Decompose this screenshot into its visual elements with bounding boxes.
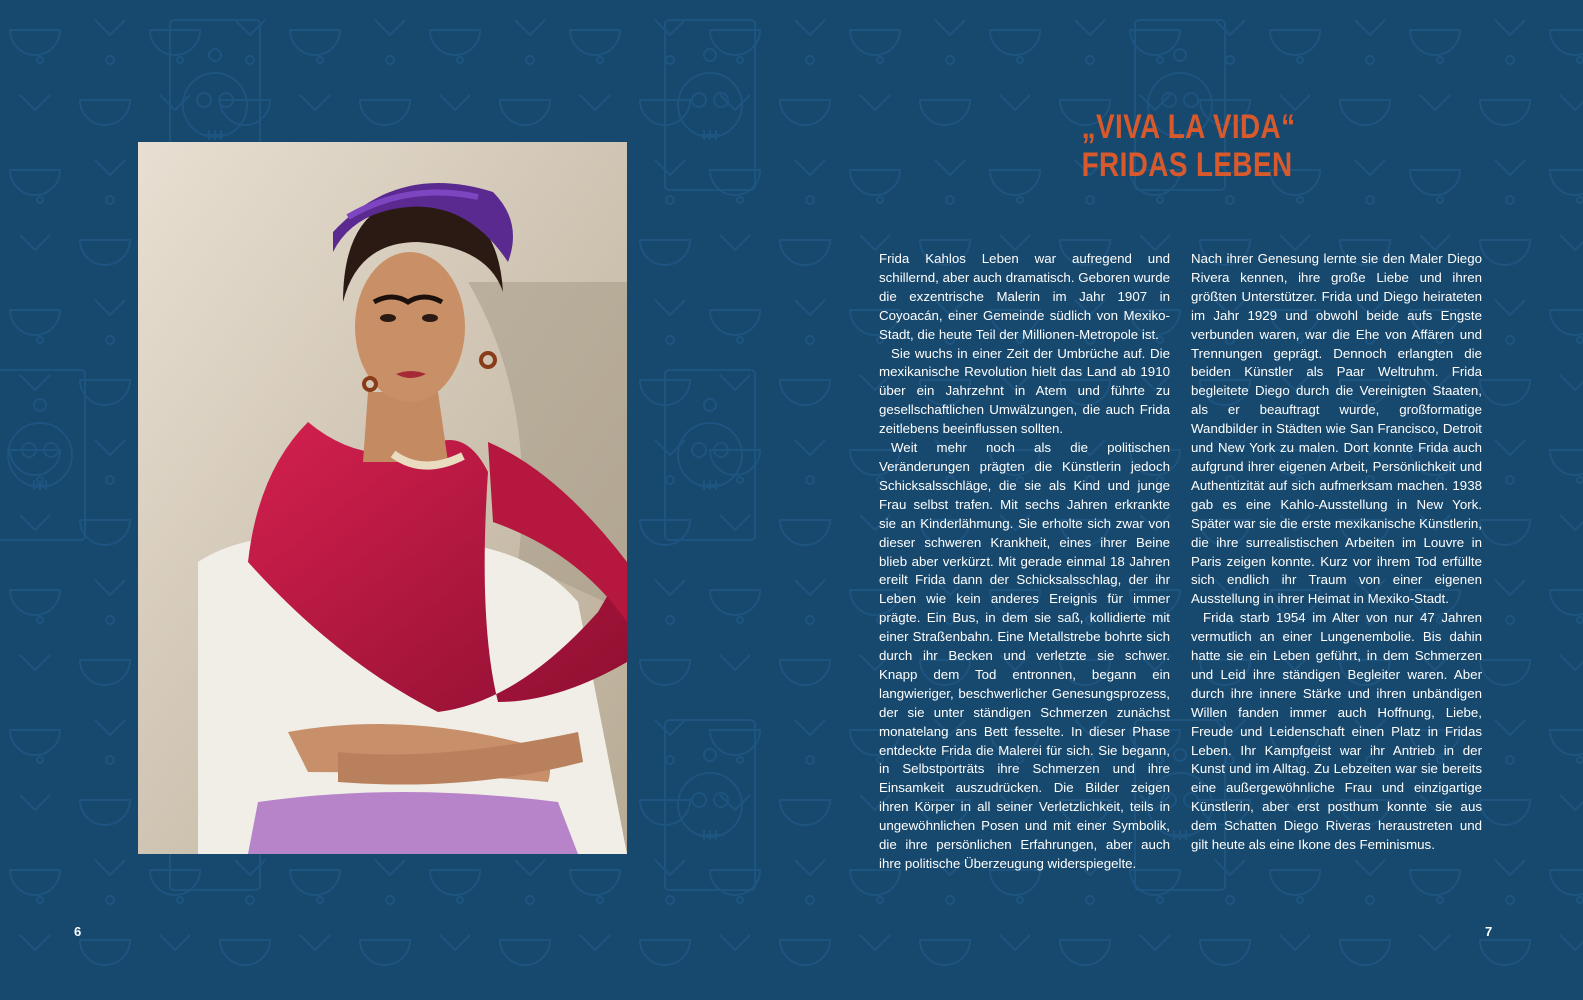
text-column-2: [1191, 250, 1482, 855]
portrait-illustration: [138, 142, 627, 854]
paragraph: Frida starb 1954 im Alter von nur 47 Jahren vermutlich an einer Lungenembolie. Bis dahin hatte sie ein Leben geführt, in dem Schmerzen und Leid ihre ständigen Begleiter waren. Aber durch ihre innere Stärke und ihren unbändigen Willen fanden immer auch Hoffnung, Liebe, Freude und Leidenschaft einen Platz in Fridas Leben. Ihr Kampfgeist war ihr Antrieb in der Kunst und im Alltag. Zu Lebzeiten war sie bereits eine außergewöhnliche Frau und einzigartige Künstlerin, aber erst posthum konnte sie aus dem Schatten Diego Riveras heraustreten und gilt heute als eine Ikone des Feminismus.: [1191, 610, 1482, 853]
portrait-photo: [138, 142, 627, 854]
page-number-right: 7: [1485, 924, 1493, 939]
title-line-1: „VIVA LA VIDA“: [1081, 108, 1296, 146]
paragraph: Weit mehr noch als die politischen Veränderungen prägten die Künstlerin jedoch Schicksalsschläge, die sie als Kind und junge Frau selbst trafen. Mit sechs Jahren erkrankte sie an Kinderlähmung. Sie erholte sich zwar von dieser schweren Krankheit, eines ihrer Beine blieb aber verkürzt. Mit gerade einmal 18 Jahren ereilt Frida dann der Schicksalsschlag, der ihr Leben wie kein anderes Ereignis für immer prägte. Ein Bus, in dem sie saß, kollidierte mit einer Straßenbahn. Eine Metallstrebe bohrte sich durch ihr Becken und verletzte sie schwer. Knapp dem Tod entronnen, begann ein langwieriger, beschwerlicher Genesungsprozess, der sie unter ständigen Schmerzen zunächst monatelang ans Bett fesselte. In dieser Phase entdeckte Frida die Malerei für sich. Sie begann, in Selbstporträts ihre Schmerzen und ihre Einsamkeit auszudrücken. Die Bilder zeigen ihren Körper in all seiner Verletzlichkeit, teils in ungewöhnlichen Posen und mit einer Symbolik, die ihre persönlichen Erfahrungen, aber auch ihre politische Überzeugung widerspiegelte.: [879, 440, 1170, 871]
title-line-2: FRIDAS LEBEN: [1081, 146, 1293, 184]
left-page: [0, 0, 791, 1000]
page-number-left: 6: [74, 924, 82, 939]
paragraph: Nach ihrer Genesung lernte sie den Maler Diego Rivera kennen, ihre große Liebe und ihren größten Unterstützer. Frida und Diego heirateten im Jahr 1929 und obwohl beide aufs Engste verbunden waren, war die Ehe von Affären und Trennungen geprägt. Dennoch erlangten die beiden Künstler als Paar Weltruhm. Frida begleitete Diego durch die Vereinigten Staaten, als er beauftragt wurde, großformatige Wandbilder in Städten wie San Francisco, Detroit und New York zu malen. Dort konnte Frida auch aufgrund ihrer eigenen Arbeit, Persönlichkeit und Authentizität auf sich aufmerksam machen. 1938 gab es eine Kahlo-Ausstellung in New York. Später war sie die erste mexikanische Künstlerin, die ihre surrealistischen Arbeiten im Louvre in Paris zeigen konnte. Kurz vor ihrem Tod erfüllte sich endlich ihr Traum von einer eigenen Ausstellung in ihrer Heimat in Mexiko-Stadt.: [1191, 251, 1482, 607]
paragraph: Frida Kahlos Leben war aufregend und schillernd, aber auch dramatisch. Geboren wurde die exzentrische Malerin im Jahr 1907 in Coyoacán, einer Gemeinde südlich von Mexiko-Stadt, die heute Teil der Millionen-Metropole ist.: [879, 251, 1170, 342]
paragraph: Sie wuchs in einer Zeit der Umbrüche auf. Die mexikanische Revolution hielt das Land ab 1910 über ein Jahrzehnt in Atem und führte zu gesellschaftlichen Umwälzungen, die auch Frida zeitlebens beeinflussen sollten.: [879, 345, 1170, 437]
chapter-title: [1081, 108, 1296, 184]
text-column-1: [879, 250, 1170, 874]
